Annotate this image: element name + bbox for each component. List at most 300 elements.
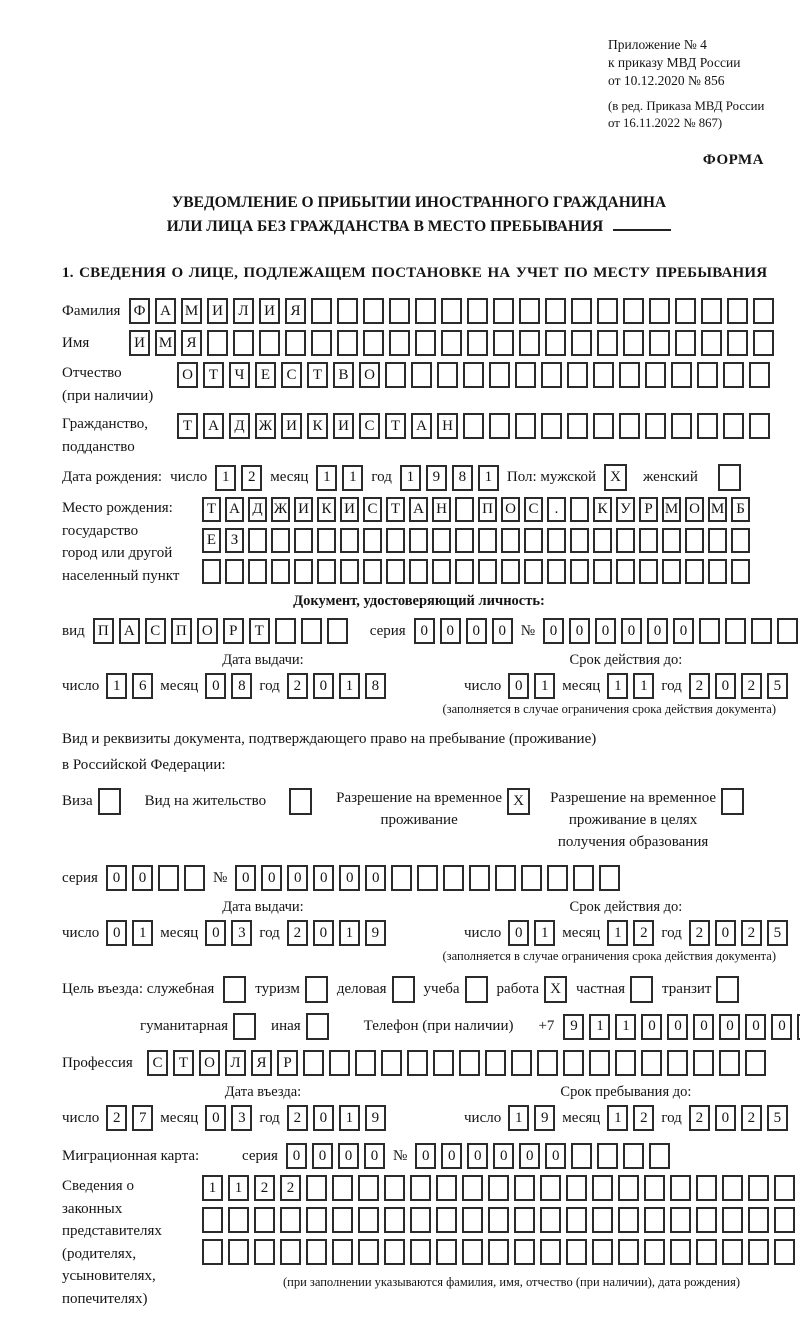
char-cell[interactable] bbox=[566, 1175, 587, 1201]
char-cell[interactable] bbox=[306, 1175, 327, 1201]
char-cell[interactable]: Ч bbox=[229, 362, 250, 388]
char-cell[interactable] bbox=[489, 362, 510, 388]
char-cell[interactable]: И bbox=[207, 298, 228, 324]
char-cell[interactable]: 2 bbox=[741, 920, 762, 946]
char-cell[interactable] bbox=[391, 865, 412, 891]
char-cell[interactable] bbox=[540, 1175, 561, 1201]
char-cell[interactable]: Т bbox=[249, 618, 270, 644]
char-cell[interactable]: О bbox=[501, 497, 520, 522]
char-cell[interactable]: 2 bbox=[287, 920, 308, 946]
char-cell[interactable]: К bbox=[593, 497, 612, 522]
char-cell[interactable] bbox=[158, 865, 179, 891]
char-cell[interactable]: 0 bbox=[466, 618, 487, 644]
char-cell[interactable]: О bbox=[685, 497, 704, 522]
char-cell[interactable]: Р bbox=[277, 1050, 298, 1076]
char-cell[interactable] bbox=[615, 1050, 636, 1076]
char-cell[interactable] bbox=[616, 559, 635, 584]
char-cell[interactable] bbox=[436, 1207, 457, 1233]
char-cell[interactable] bbox=[455, 559, 474, 584]
char-cell[interactable] bbox=[332, 1175, 353, 1201]
char-cell[interactable] bbox=[501, 528, 520, 553]
char-cell[interactable]: 9 bbox=[365, 1105, 386, 1131]
char-cell[interactable]: 9 bbox=[563, 1014, 584, 1040]
char-cell[interactable] bbox=[597, 1143, 618, 1169]
char-cell[interactable] bbox=[645, 362, 666, 388]
char-cell[interactable] bbox=[693, 1050, 714, 1076]
char-cell[interactable] bbox=[271, 559, 290, 584]
char-cell[interactable]: 0 bbox=[543, 618, 564, 644]
char-cell[interactable] bbox=[311, 330, 332, 356]
char-cell[interactable]: М bbox=[708, 497, 727, 522]
char-cell[interactable] bbox=[254, 1239, 275, 1265]
char-cell[interactable] bbox=[699, 618, 720, 644]
purpose-transit-checkbox[interactable] bbox=[716, 976, 739, 1003]
char-cell[interactable]: Т bbox=[386, 497, 405, 522]
char-cell[interactable] bbox=[463, 362, 484, 388]
char-cell[interactable]: А bbox=[155, 298, 176, 324]
char-cell[interactable]: 0 bbox=[493, 1143, 514, 1169]
char-cell[interactable] bbox=[670, 1207, 691, 1233]
char-cell[interactable] bbox=[547, 865, 568, 891]
char-cell[interactable] bbox=[541, 362, 562, 388]
char-cell[interactable] bbox=[358, 1175, 379, 1201]
char-cell[interactable] bbox=[248, 528, 267, 553]
char-cell[interactable] bbox=[340, 528, 359, 553]
char-cell[interactable]: 0 bbox=[569, 618, 590, 644]
char-cell[interactable] bbox=[644, 1175, 665, 1201]
char-cell[interactable]: 0 bbox=[205, 673, 226, 699]
char-cell[interactable] bbox=[597, 330, 618, 356]
char-cell[interactable] bbox=[670, 1239, 691, 1265]
char-cell[interactable] bbox=[708, 559, 727, 584]
char-cell[interactable] bbox=[727, 298, 748, 324]
char-cell[interactable]: А bbox=[409, 497, 428, 522]
char-cell[interactable] bbox=[409, 559, 428, 584]
char-cell[interactable] bbox=[285, 330, 306, 356]
char-cell[interactable]: 0 bbox=[440, 618, 461, 644]
char-cell[interactable]: М bbox=[155, 330, 176, 356]
char-cell[interactable] bbox=[623, 330, 644, 356]
char-cell[interactable] bbox=[567, 413, 588, 439]
char-cell[interactable] bbox=[545, 330, 566, 356]
char-cell[interactable] bbox=[432, 559, 451, 584]
char-cell[interactable] bbox=[696, 1207, 717, 1233]
char-cell[interactable]: 0 bbox=[313, 920, 334, 946]
char-cell[interactable] bbox=[540, 1239, 561, 1265]
char-cell[interactable] bbox=[488, 1207, 509, 1233]
char-cell[interactable]: А bbox=[411, 413, 432, 439]
char-cell[interactable] bbox=[306, 1207, 327, 1233]
char-cell[interactable] bbox=[519, 330, 540, 356]
char-cell[interactable]: О bbox=[359, 362, 380, 388]
char-cell[interactable]: Т bbox=[173, 1050, 194, 1076]
purpose-tourism-checkbox[interactable] bbox=[305, 976, 328, 1003]
char-cell[interactable]: 2 bbox=[280, 1175, 301, 1201]
char-cell[interactable] bbox=[753, 330, 774, 356]
char-cell[interactable]: 9 bbox=[534, 1105, 555, 1131]
char-cell[interactable] bbox=[384, 1239, 405, 1265]
char-cell[interactable] bbox=[386, 528, 405, 553]
char-cell[interactable]: 9 bbox=[365, 920, 386, 946]
char-cell[interactable] bbox=[433, 1050, 454, 1076]
char-cell[interactable] bbox=[719, 1050, 740, 1076]
char-cell[interactable]: 1 bbox=[132, 920, 153, 946]
char-cell[interactable]: 0 bbox=[647, 618, 668, 644]
char-cell[interactable] bbox=[441, 330, 462, 356]
char-cell[interactable]: 0 bbox=[771, 1014, 792, 1040]
char-cell[interactable] bbox=[207, 330, 228, 356]
char-cell[interactable]: В bbox=[333, 362, 354, 388]
char-cell[interactable] bbox=[463, 413, 484, 439]
char-cell[interactable]: 0 bbox=[467, 1143, 488, 1169]
char-cell[interactable]: 0 bbox=[519, 1143, 540, 1169]
char-cell[interactable]: 0 bbox=[205, 1105, 226, 1131]
char-cell[interactable]: 1 bbox=[400, 465, 421, 491]
char-cell[interactable] bbox=[623, 1143, 644, 1169]
residence-permit-checkbox[interactable] bbox=[289, 788, 312, 815]
char-cell[interactable]: Я bbox=[251, 1050, 272, 1076]
char-cell[interactable] bbox=[363, 298, 384, 324]
char-cell[interactable] bbox=[645, 413, 666, 439]
char-cell[interactable] bbox=[488, 1239, 509, 1265]
char-cell[interactable] bbox=[521, 865, 542, 891]
char-cell[interactable] bbox=[410, 1207, 431, 1233]
char-cell[interactable] bbox=[774, 1175, 795, 1201]
char-cell[interactable] bbox=[708, 528, 727, 553]
char-cell[interactable]: 0 bbox=[106, 865, 127, 891]
char-cell[interactable]: Ж bbox=[255, 413, 276, 439]
char-cell[interactable] bbox=[723, 413, 744, 439]
char-cell[interactable] bbox=[749, 362, 770, 388]
char-cell[interactable] bbox=[774, 1239, 795, 1265]
char-cell[interactable] bbox=[639, 559, 658, 584]
char-cell[interactable] bbox=[649, 330, 670, 356]
char-cell[interactable] bbox=[727, 330, 748, 356]
char-cell[interactable] bbox=[311, 298, 332, 324]
char-cell[interactable]: Р bbox=[639, 497, 658, 522]
char-cell[interactable]: Д bbox=[229, 413, 250, 439]
char-cell[interactable]: Т bbox=[385, 413, 406, 439]
char-cell[interactable]: Я bbox=[285, 298, 306, 324]
char-cell[interactable] bbox=[545, 298, 566, 324]
char-cell[interactable] bbox=[649, 1143, 670, 1169]
char-cell[interactable] bbox=[332, 1207, 353, 1233]
char-cell[interactable] bbox=[202, 1207, 223, 1233]
char-cell[interactable] bbox=[748, 1239, 769, 1265]
char-cell[interactable]: Ж bbox=[271, 497, 290, 522]
char-cell[interactable] bbox=[410, 1175, 431, 1201]
char-cell[interactable] bbox=[280, 1207, 301, 1233]
char-cell[interactable] bbox=[675, 330, 696, 356]
char-cell[interactable]: 1 bbox=[106, 673, 127, 699]
char-cell[interactable] bbox=[670, 1175, 691, 1201]
char-cell[interactable]: Н bbox=[432, 497, 451, 522]
char-cell[interactable] bbox=[441, 298, 462, 324]
char-cell[interactable] bbox=[701, 298, 722, 324]
char-cell[interactable]: 1 bbox=[534, 920, 555, 946]
char-cell[interactable]: И bbox=[333, 413, 354, 439]
char-cell[interactable] bbox=[644, 1207, 665, 1233]
char-cell[interactable]: 2 bbox=[633, 920, 654, 946]
char-cell[interactable] bbox=[469, 865, 490, 891]
purpose-work-checkbox[interactable]: X bbox=[544, 976, 567, 1003]
char-cell[interactable] bbox=[649, 298, 670, 324]
char-cell[interactable]: О bbox=[197, 618, 218, 644]
char-cell[interactable] bbox=[723, 362, 744, 388]
char-cell[interactable] bbox=[225, 559, 244, 584]
char-cell[interactable]: 0 bbox=[364, 1143, 385, 1169]
char-cell[interactable] bbox=[363, 559, 382, 584]
char-cell[interactable] bbox=[271, 528, 290, 553]
char-cell[interactable] bbox=[409, 528, 428, 553]
char-cell[interactable]: П bbox=[93, 618, 114, 644]
char-cell[interactable]: С bbox=[147, 1050, 168, 1076]
char-cell[interactable] bbox=[597, 298, 618, 324]
char-cell[interactable]: 1 bbox=[202, 1175, 223, 1201]
char-cell[interactable] bbox=[573, 865, 594, 891]
char-cell[interactable] bbox=[571, 1143, 592, 1169]
char-cell[interactable] bbox=[623, 298, 644, 324]
char-cell[interactable] bbox=[417, 865, 438, 891]
char-cell[interactable]: И bbox=[259, 298, 280, 324]
char-cell[interactable] bbox=[462, 1175, 483, 1201]
char-cell[interactable]: 2 bbox=[689, 673, 710, 699]
char-cell[interactable]: 0 bbox=[312, 1143, 333, 1169]
char-cell[interactable]: 5 bbox=[767, 673, 788, 699]
char-cell[interactable]: . bbox=[547, 497, 566, 522]
char-cell[interactable] bbox=[722, 1175, 743, 1201]
char-cell[interactable] bbox=[485, 1050, 506, 1076]
char-cell[interactable] bbox=[275, 618, 296, 644]
char-cell[interactable] bbox=[777, 618, 798, 644]
char-cell[interactable] bbox=[616, 528, 635, 553]
char-cell[interactable]: К bbox=[317, 497, 336, 522]
char-cell[interactable] bbox=[644, 1239, 665, 1265]
char-cell[interactable] bbox=[327, 618, 348, 644]
char-cell[interactable]: Е bbox=[255, 362, 276, 388]
char-cell[interactable]: Т bbox=[177, 413, 198, 439]
char-cell[interactable]: 0 bbox=[313, 865, 334, 891]
char-cell[interactable]: Е bbox=[202, 528, 221, 553]
char-cell[interactable] bbox=[519, 298, 540, 324]
char-cell[interactable]: 2 bbox=[106, 1105, 127, 1131]
char-cell[interactable] bbox=[685, 528, 704, 553]
char-cell[interactable]: 1 bbox=[534, 673, 555, 699]
char-cell[interactable]: 1 bbox=[607, 920, 628, 946]
purpose-private-checkbox[interactable] bbox=[630, 976, 653, 1003]
char-cell[interactable]: Д bbox=[248, 497, 267, 522]
char-cell[interactable]: 0 bbox=[492, 618, 513, 644]
char-cell[interactable]: Я bbox=[181, 330, 202, 356]
char-cell[interactable] bbox=[384, 1175, 405, 1201]
char-cell[interactable] bbox=[593, 528, 612, 553]
char-cell[interactable]: 2 bbox=[287, 673, 308, 699]
char-cell[interactable] bbox=[202, 559, 221, 584]
char-cell[interactable]: 8 bbox=[231, 673, 252, 699]
char-cell[interactable]: 1 bbox=[339, 673, 360, 699]
char-cell[interactable]: И bbox=[294, 497, 313, 522]
char-cell[interactable] bbox=[662, 559, 681, 584]
char-cell[interactable] bbox=[514, 1239, 535, 1265]
purpose-humanitarian-checkbox[interactable] bbox=[233, 1013, 256, 1040]
char-cell[interactable]: И bbox=[129, 330, 150, 356]
char-cell[interactable] bbox=[259, 330, 280, 356]
char-cell[interactable]: 0 bbox=[719, 1014, 740, 1040]
char-cell[interactable]: Ф bbox=[129, 298, 150, 324]
char-cell[interactable] bbox=[389, 298, 410, 324]
char-cell[interactable] bbox=[228, 1207, 249, 1233]
char-cell[interactable]: 0 bbox=[641, 1014, 662, 1040]
char-cell[interactable] bbox=[248, 559, 267, 584]
char-cell[interactable]: 0 bbox=[693, 1014, 714, 1040]
char-cell[interactable]: 2 bbox=[689, 920, 710, 946]
char-cell[interactable] bbox=[455, 528, 474, 553]
char-cell[interactable]: 0 bbox=[261, 865, 282, 891]
char-cell[interactable] bbox=[478, 528, 497, 553]
char-cell[interactable]: 1 bbox=[316, 465, 337, 491]
char-cell[interactable]: П bbox=[478, 497, 497, 522]
char-cell[interactable] bbox=[317, 559, 336, 584]
char-cell[interactable]: Л bbox=[225, 1050, 246, 1076]
char-cell[interactable]: 0 bbox=[508, 920, 529, 946]
char-cell[interactable]: 0 bbox=[415, 1143, 436, 1169]
char-cell[interactable] bbox=[358, 1207, 379, 1233]
char-cell[interactable]: М bbox=[662, 497, 681, 522]
char-cell[interactable]: 0 bbox=[235, 865, 256, 891]
char-cell[interactable] bbox=[592, 1207, 613, 1233]
char-cell[interactable]: 5 bbox=[767, 1105, 788, 1131]
char-cell[interactable] bbox=[619, 413, 640, 439]
char-cell[interactable] bbox=[571, 298, 592, 324]
char-cell[interactable] bbox=[593, 362, 614, 388]
char-cell[interactable]: Н bbox=[437, 413, 458, 439]
char-cell[interactable] bbox=[303, 1050, 324, 1076]
char-cell[interactable] bbox=[570, 559, 589, 584]
char-cell[interactable]: 8 bbox=[452, 465, 473, 491]
char-cell[interactable] bbox=[515, 362, 536, 388]
char-cell[interactable] bbox=[748, 1175, 769, 1201]
char-cell[interactable]: 2 bbox=[287, 1105, 308, 1131]
char-cell[interactable] bbox=[363, 528, 382, 553]
char-cell[interactable] bbox=[340, 559, 359, 584]
char-cell[interactable]: 0 bbox=[545, 1143, 566, 1169]
char-cell[interactable]: 7 bbox=[132, 1105, 153, 1131]
char-cell[interactable] bbox=[599, 865, 620, 891]
purpose-business-checkbox[interactable] bbox=[392, 976, 415, 1003]
char-cell[interactable] bbox=[570, 528, 589, 553]
char-cell[interactable]: У bbox=[616, 497, 635, 522]
char-cell[interactable] bbox=[410, 1239, 431, 1265]
purpose-other-checkbox[interactable] bbox=[306, 1013, 329, 1040]
char-cell[interactable] bbox=[443, 865, 464, 891]
char-cell[interactable] bbox=[697, 362, 718, 388]
char-cell[interactable]: 0 bbox=[508, 673, 529, 699]
char-cell[interactable] bbox=[745, 1050, 766, 1076]
char-cell[interactable] bbox=[515, 413, 536, 439]
char-cell[interactable]: А bbox=[119, 618, 140, 644]
char-cell[interactable]: 2 bbox=[633, 1105, 654, 1131]
char-cell[interactable] bbox=[337, 330, 358, 356]
char-cell[interactable]: С bbox=[359, 413, 380, 439]
char-cell[interactable]: 0 bbox=[441, 1143, 462, 1169]
char-cell[interactable] bbox=[671, 413, 692, 439]
char-cell[interactable] bbox=[280, 1239, 301, 1265]
char-cell[interactable] bbox=[748, 1207, 769, 1233]
char-cell[interactable] bbox=[317, 528, 336, 553]
char-cell[interactable]: 1 bbox=[607, 1105, 628, 1131]
char-cell[interactable] bbox=[563, 1050, 584, 1076]
char-cell[interactable] bbox=[332, 1239, 353, 1265]
char-cell[interactable] bbox=[589, 1050, 610, 1076]
char-cell[interactable] bbox=[436, 1175, 457, 1201]
char-cell[interactable]: 2 bbox=[241, 465, 262, 491]
char-cell[interactable] bbox=[570, 497, 589, 522]
char-cell[interactable] bbox=[306, 1239, 327, 1265]
char-cell[interactable] bbox=[467, 330, 488, 356]
char-cell[interactable] bbox=[493, 330, 514, 356]
char-cell[interactable] bbox=[415, 298, 436, 324]
char-cell[interactable] bbox=[567, 362, 588, 388]
char-cell[interactable] bbox=[731, 559, 750, 584]
char-cell[interactable] bbox=[667, 1050, 688, 1076]
char-cell[interactable]: 0 bbox=[338, 1143, 359, 1169]
purpose-study-checkbox[interactable] bbox=[465, 976, 488, 1003]
char-cell[interactable]: 0 bbox=[715, 1105, 736, 1131]
char-cell[interactable] bbox=[478, 559, 497, 584]
char-cell[interactable] bbox=[696, 1175, 717, 1201]
char-cell[interactable]: 0 bbox=[621, 618, 642, 644]
char-cell[interactable] bbox=[489, 413, 510, 439]
char-cell[interactable] bbox=[455, 497, 474, 522]
char-cell[interactable]: 1 bbox=[215, 465, 236, 491]
char-cell[interactable]: 1 bbox=[508, 1105, 529, 1131]
char-cell[interactable]: 2 bbox=[741, 673, 762, 699]
char-cell[interactable]: 0 bbox=[286, 1143, 307, 1169]
char-cell[interactable]: 1 bbox=[339, 1105, 360, 1131]
char-cell[interactable]: 8 bbox=[365, 673, 386, 699]
char-cell[interactable] bbox=[685, 559, 704, 584]
char-cell[interactable]: П bbox=[171, 618, 192, 644]
char-cell[interactable] bbox=[541, 413, 562, 439]
char-cell[interactable]: 0 bbox=[287, 865, 308, 891]
char-cell[interactable] bbox=[462, 1207, 483, 1233]
char-cell[interactable] bbox=[437, 362, 458, 388]
char-cell[interactable] bbox=[358, 1239, 379, 1265]
char-cell[interactable]: 0 bbox=[205, 920, 226, 946]
char-cell[interactable]: 0 bbox=[132, 865, 153, 891]
char-cell[interactable] bbox=[524, 559, 543, 584]
char-cell[interactable]: К bbox=[307, 413, 328, 439]
char-cell[interactable] bbox=[566, 1239, 587, 1265]
char-cell[interactable]: 2 bbox=[254, 1175, 275, 1201]
sex-male-checkbox[interactable]: X bbox=[604, 464, 627, 491]
char-cell[interactable] bbox=[488, 1175, 509, 1201]
char-cell[interactable] bbox=[415, 330, 436, 356]
char-cell[interactable] bbox=[294, 528, 313, 553]
char-cell[interactable]: А bbox=[203, 413, 224, 439]
char-cell[interactable] bbox=[662, 528, 681, 553]
char-cell[interactable] bbox=[592, 1239, 613, 1265]
char-cell[interactable] bbox=[696, 1239, 717, 1265]
char-cell[interactable] bbox=[537, 1050, 558, 1076]
char-cell[interactable] bbox=[363, 330, 384, 356]
char-cell[interactable] bbox=[641, 1050, 662, 1076]
char-cell[interactable] bbox=[436, 1239, 457, 1265]
char-cell[interactable] bbox=[355, 1050, 376, 1076]
char-cell[interactable] bbox=[467, 298, 488, 324]
char-cell[interactable] bbox=[524, 528, 543, 553]
char-cell[interactable] bbox=[618, 1207, 639, 1233]
